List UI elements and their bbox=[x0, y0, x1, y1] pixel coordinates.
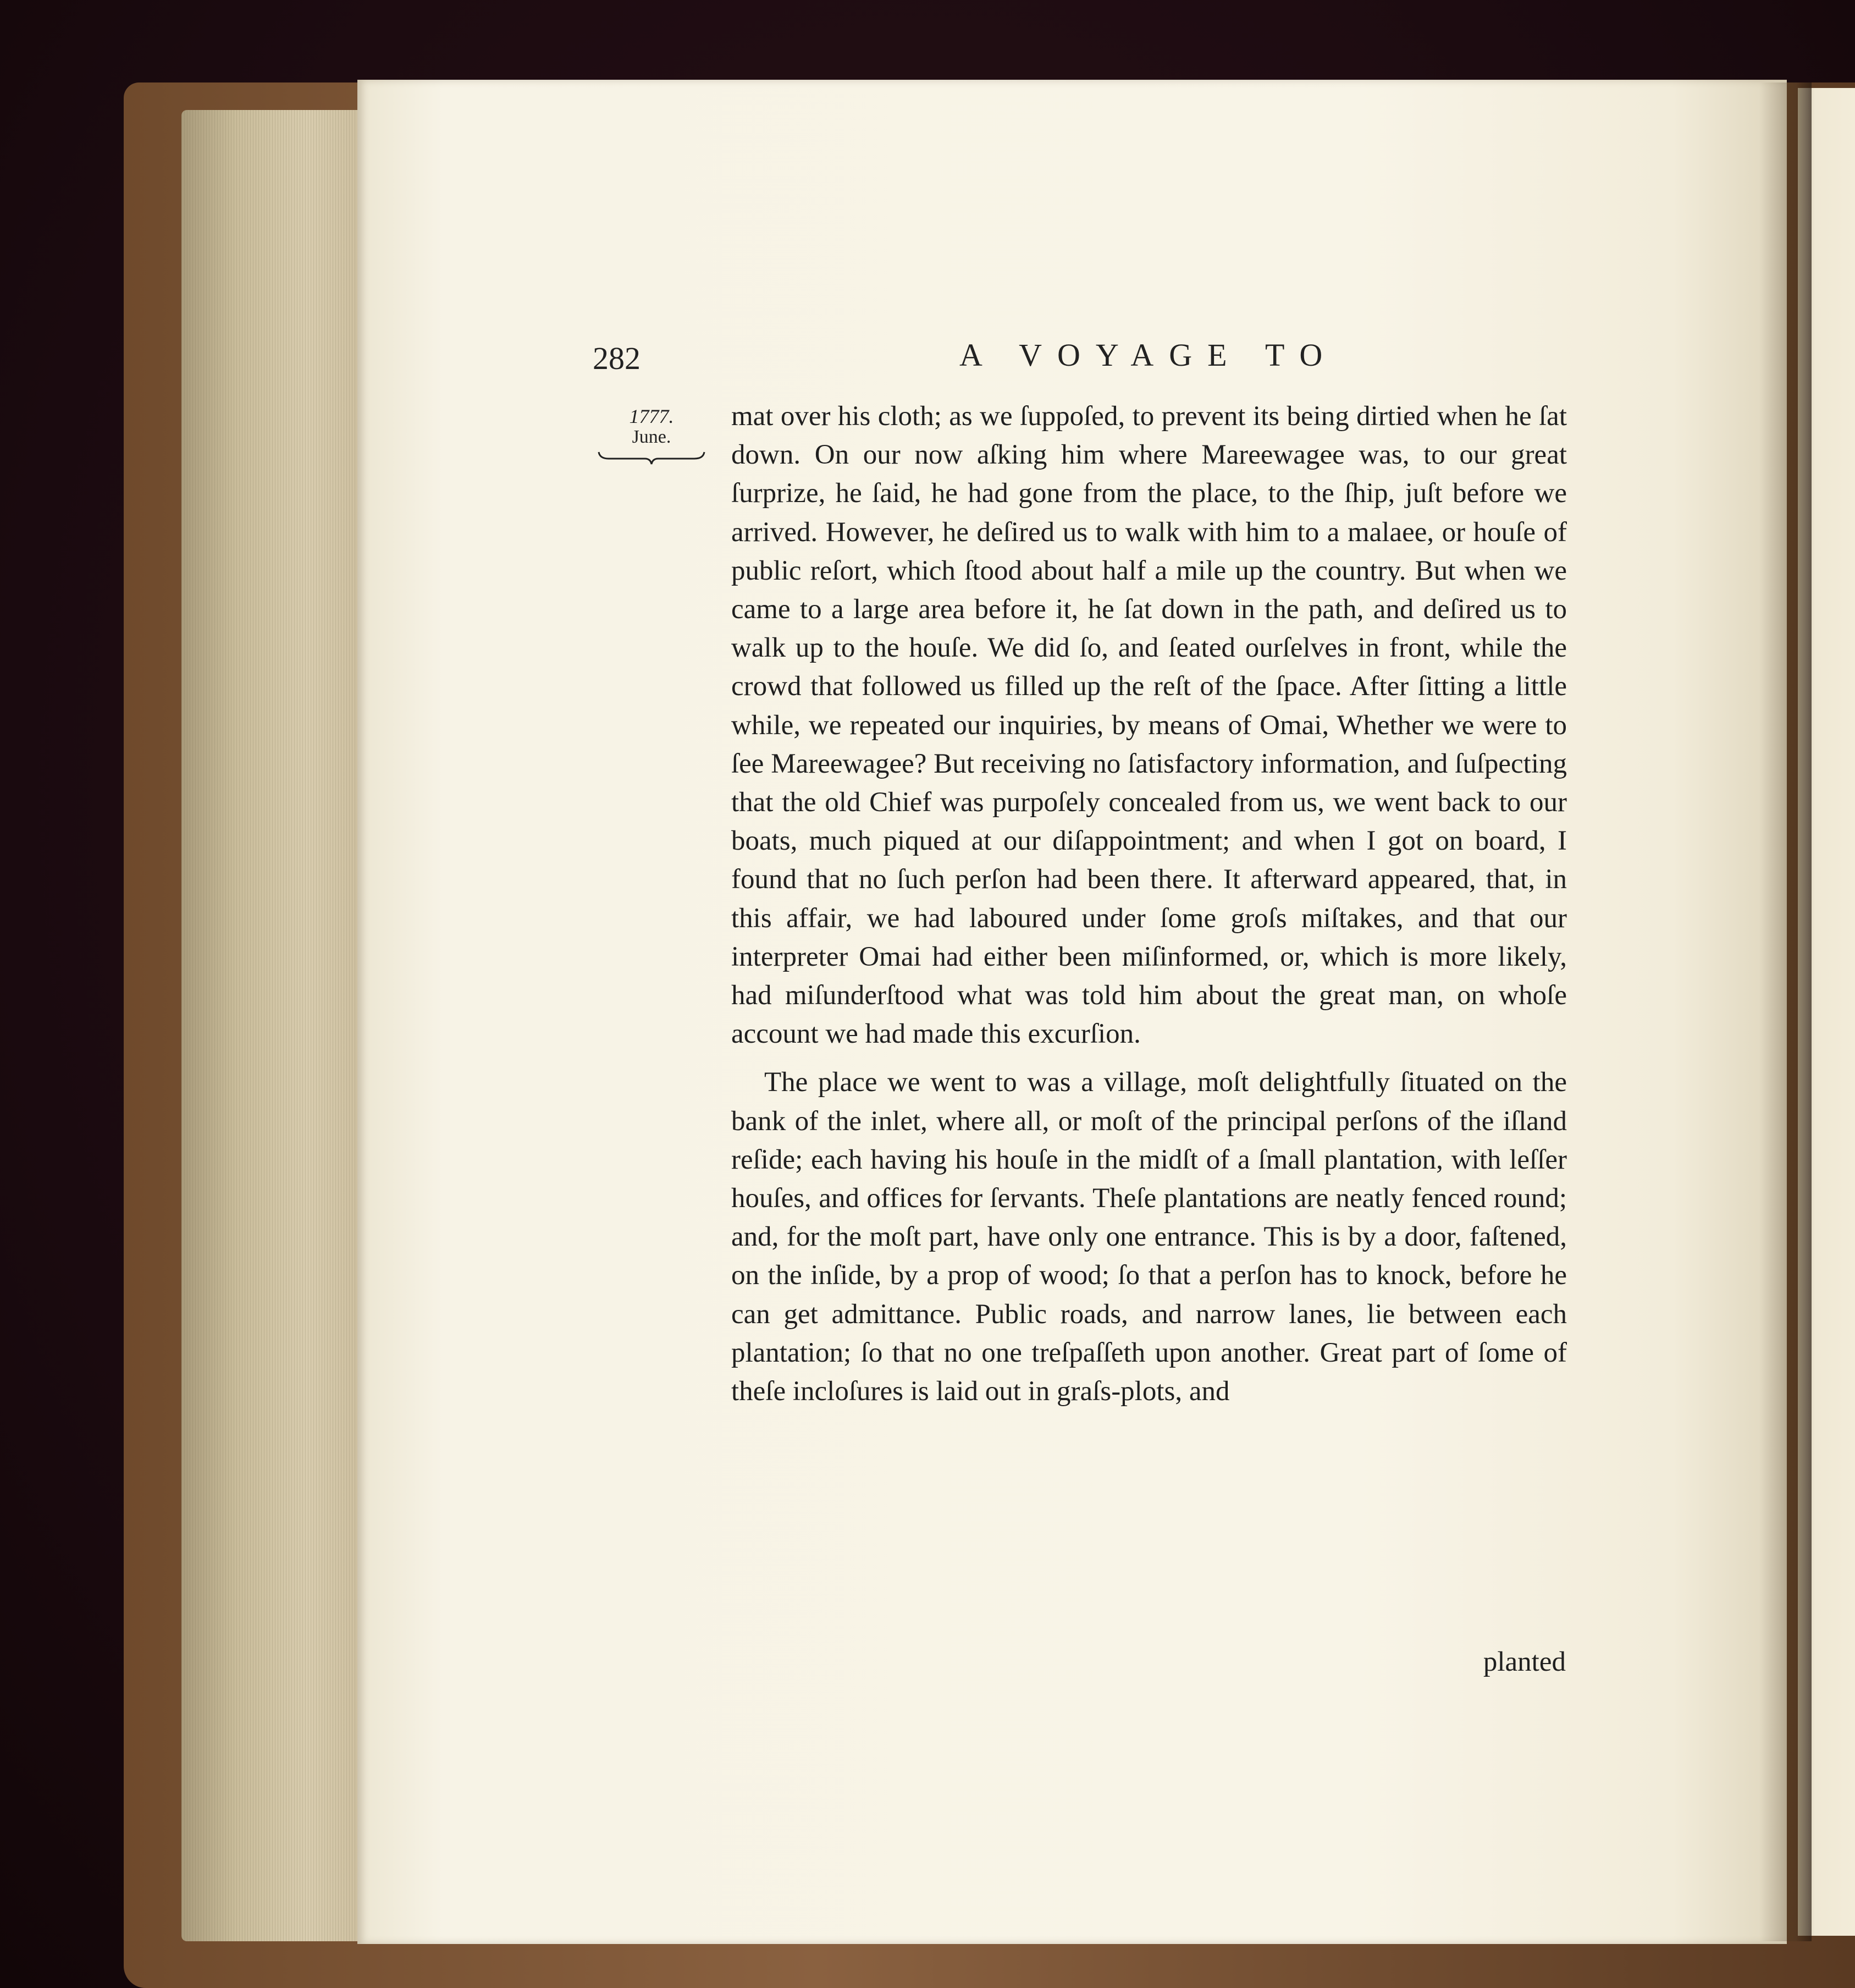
sidenote-month: June. bbox=[632, 427, 671, 447]
brace-ornament bbox=[597, 450, 706, 466]
catchword: planted bbox=[1483, 1646, 1566, 1677]
page-gutter bbox=[1759, 82, 1812, 1941]
margin-sidenote bbox=[597, 406, 706, 466]
body-text bbox=[731, 397, 1567, 1411]
sidenote-year: 1777. bbox=[629, 405, 674, 427]
page-number: 282 bbox=[593, 340, 641, 376]
paragraph-1: mat over his cloth; as we ſuppoſed, to prevent its being dirtied when he ſat down. On our now aſking him where Mareewagee was, to our great ſurprize, he ſaid, he had gone from the place, to the ſhip, juſt before we arrived. However, he deſired us to walk with him to a malaee, or houſe of public reſort, which ſtood about half a mile up the country. But when we came to a large area before it, he ſat down in the path, and deſired us to walk up to the houſe. We did ſo, and ſeated ourſelves in front, while the crowd that followed us filled up the reſt of the ſpace. After ſitting a little while, we repeated our inquiries, by means of Omai, Whether we were to ſee Mareewagee? But receiving no ſatisfactory information, and ſuſpecting that the old Chief was purpoſely concealed from us, we went back to our boats, much piqued at our diſappointment; and when I got on board, I found that no ſuch perſon had been there. It afterward appeared, that, in this affair, we had laboured under ſome groſs miſtakes, and that our interpreter Omai had either been miſinformed, or, which is more likely, had miſunderſtood what was told him about the great man, on whoſe account we had made this excurſion. bbox=[731, 401, 1567, 1050]
running-head: A VOYAGE TO bbox=[959, 337, 1338, 373]
paragraph-2: The place we went to was a village, moſt delightfully ſituated on the bank of the inlet, where all, or moſt of the principal perſons of the iſland reſide; each having his houſe in the midſt of a ſmall plantation, with leſſer houſes, and offices for ſervants. Theſe plantations are neatly fenced round; and, for the moſt part, have only one entrance. This is by a door, faſtened, on the inſide, by a prop of wood; ſo that a perſon has to knock, before he can get admittance. Public roads, and narrow lanes, lie between each plantation; ſo that no one treſpaſſeth upon another. Great part of ſome of theſe incloſures is laid out in graſs-plots, and bbox=[731, 1067, 1567, 1407]
page-edges bbox=[181, 110, 363, 1941]
